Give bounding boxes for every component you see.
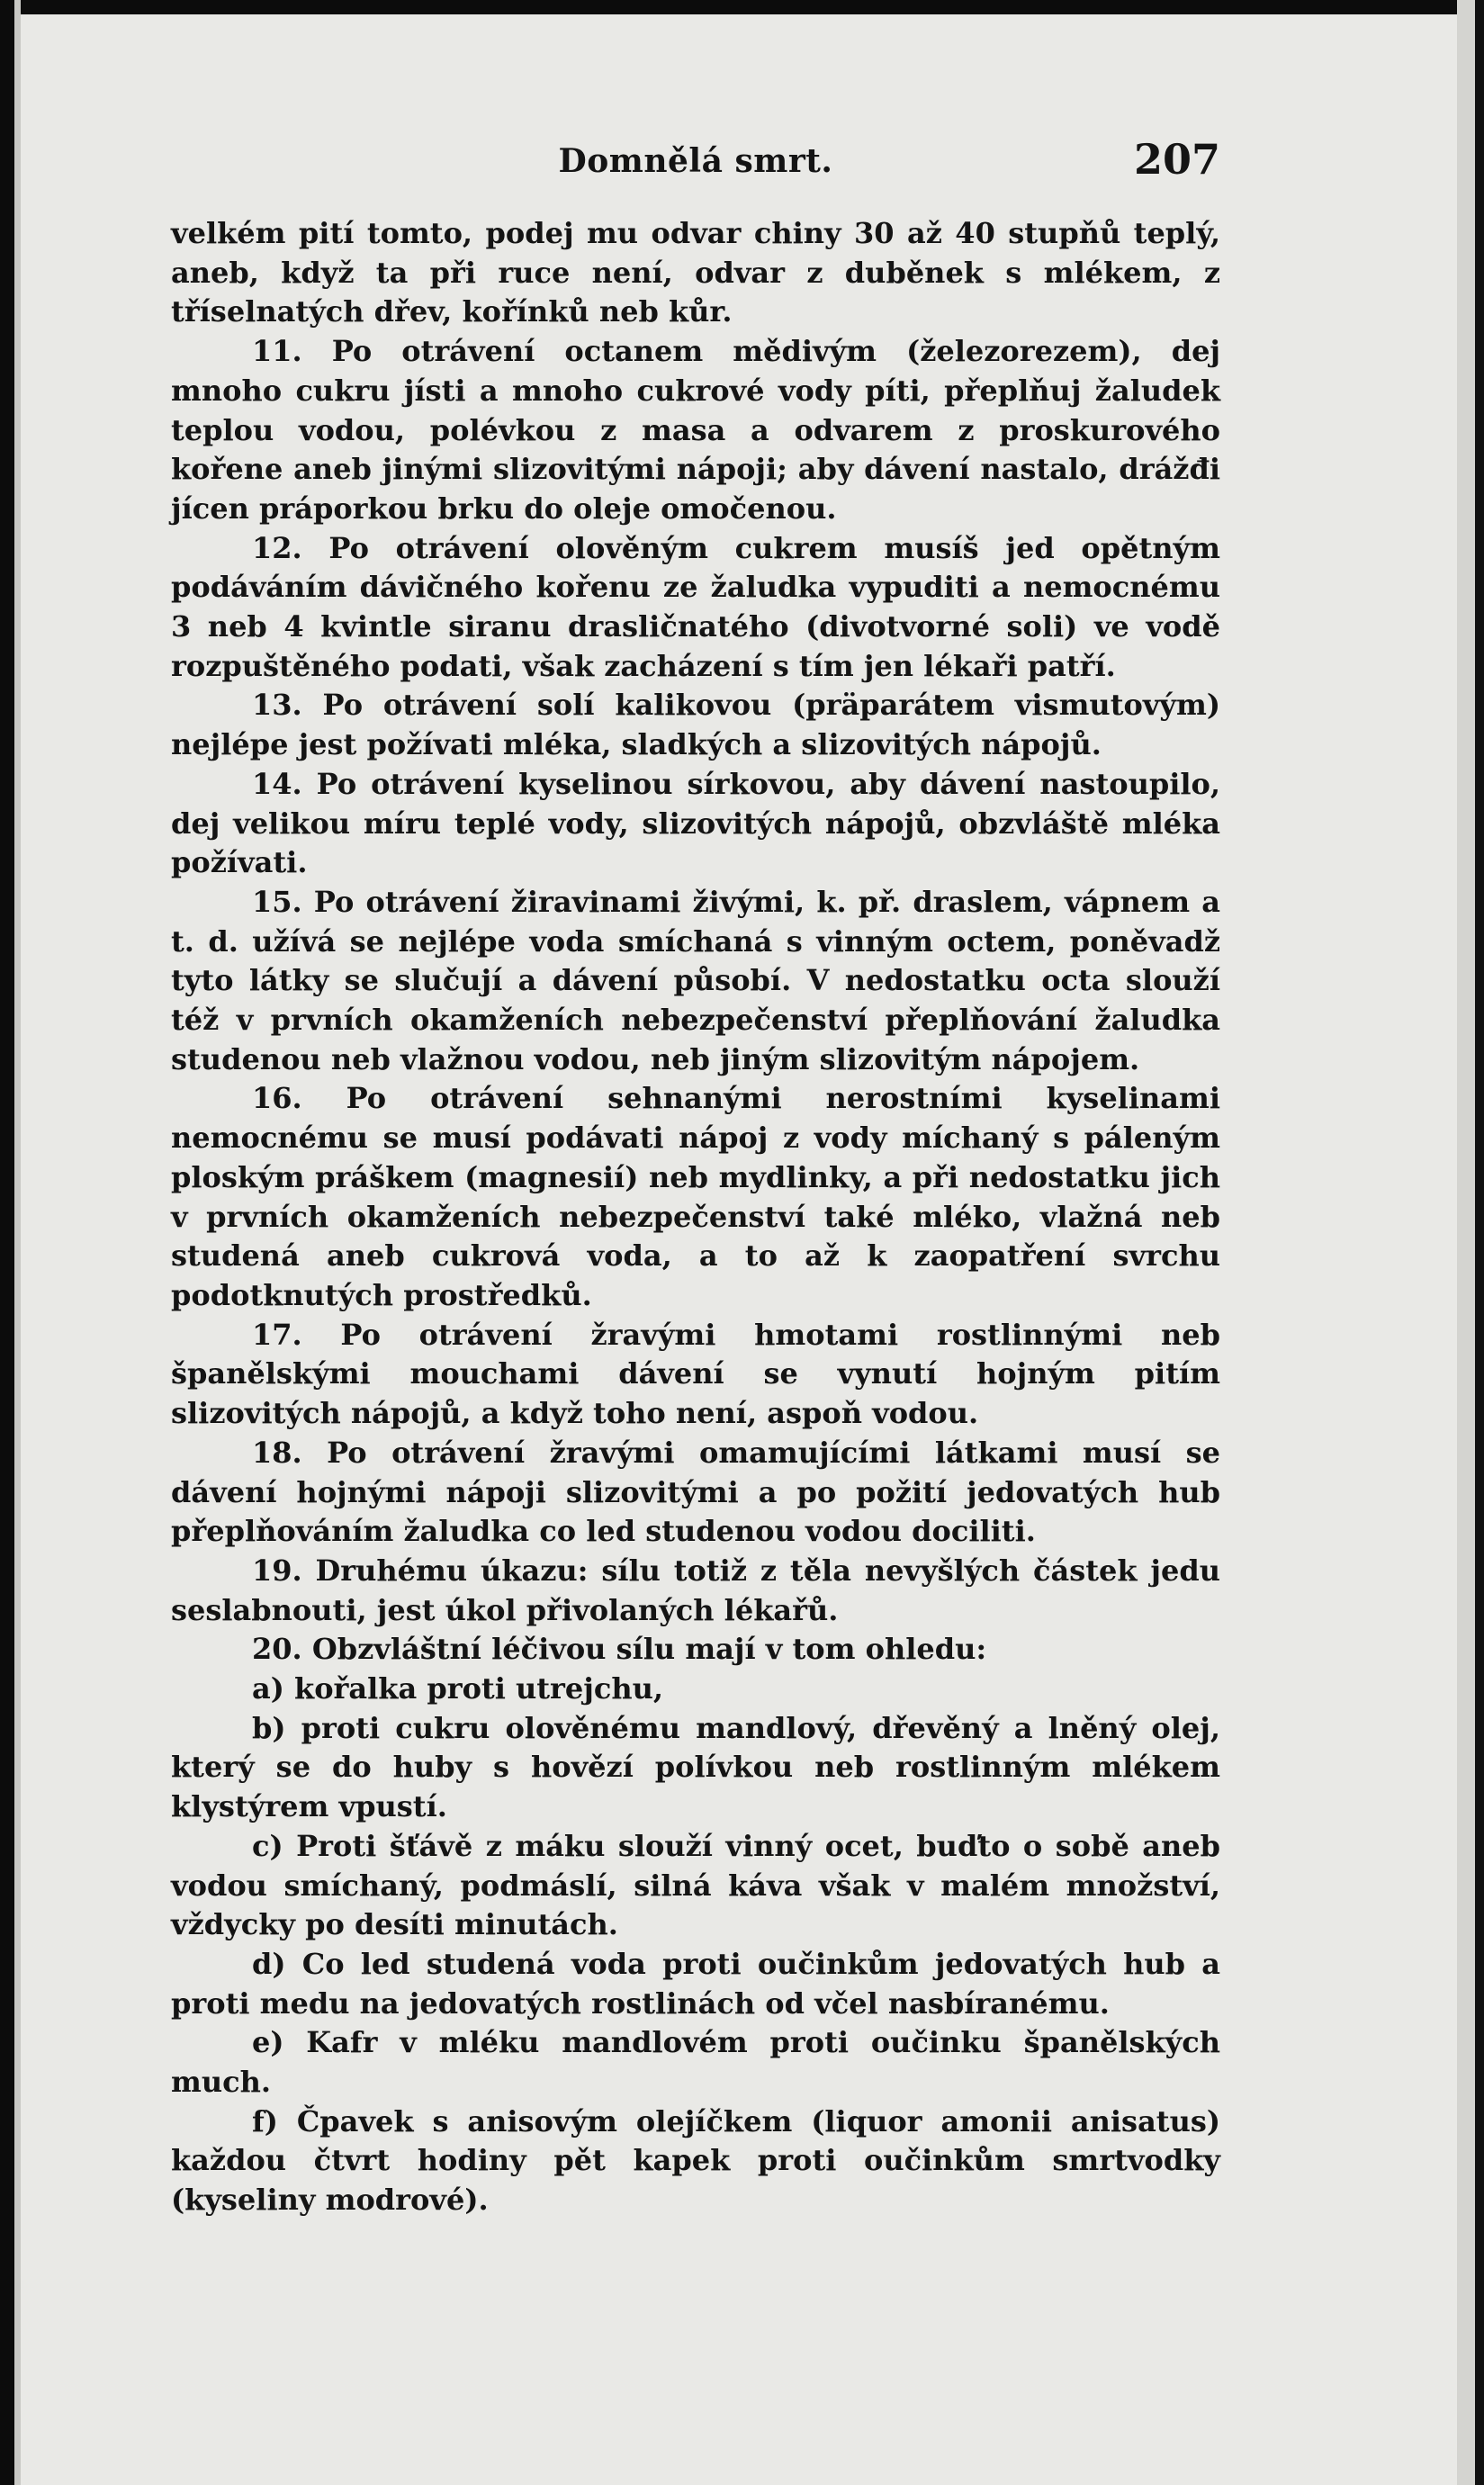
paragraph: 14. Po otrávení kyselinou sírkovou, aby dávení nastoupilo, dej velikou míru teplé vody, slizovitých nápojů, obzvláště mléka požívati.: [171, 766, 1220, 880]
scan-border-right: [1475, 0, 1484, 2485]
paragraph: c) Proti šťávě z máku slouží vinný ocet, buďto o sobě aneb vodou smíchaný, podmáslí, silná káva však v malém množství, vždycky po desíti minutách.: [171, 1828, 1220, 1942]
page-number: 207: [1133, 135, 1220, 184]
book-page: [171, 135, 1220, 2220]
paragraph: 12. Po otrávení olověným cukrem musíš jed opětným podáváním dávičného kořenu ze žaludka vypuditi a nemocnému 3 neb 4 kvintle siranu drasličnatého (divotvorné soli) ve vodě rozpuštěného podati, však zacházení s tím jen lékaři patří.: [171, 530, 1220, 683]
paragraph: e) Kafr v mléku mandlovém proti oučinku španělských much.: [171, 2025, 1220, 2100]
paragraph: b) proti cukru olověnému mandlový, dřevěný a lněný olej, který se do huby s hovězí polívkou neb rostlinným mlékem klystýrem vpustí.: [171, 1710, 1220, 1824]
paragraph: f) Čpavek s anisovým olejíčkem (liquor amonii anisatus) každou čtvrt hodiny pět kapek proti oučinkům smrtvodky (kyseliny modrové).: [171, 2103, 1220, 2218]
scan-border-left-shadow: [14, 0, 21, 2485]
running-title: Domnělá smrt.: [558, 142, 833, 180]
paragraph: d) Co led studená voda proti oučinkům jedovatých hub a proti medu na jedovatých rostlinách od včel nasbíranému.: [171, 1946, 1220, 2021]
paragraph: 11. Po otrávení octanem mědivým (železorezem), dej mnoho cukru jísti a mnoho cukrové vody píti, přeplňuj žaludek teplou vodou, polévkou z masa a odvarem z proskurového kořene aneb jinými slizovitými nápoji; aby dávení nastalo, drážđi jícen práporkou brku do oleje omočenou.: [171, 334, 1220, 526]
paragraph: 15. Po otrávení žiravinami živými, k. př. draslem, vápnem a t. d. užívá se nejlépe voda smíchaná s vinným octem, poněvadž tyto látky se slučují a dávení působí. V nedostatku octa slouží též v prvních okamženích nebezpečenství přeplňování žaludka studenou neb vlažnou vodou, neb jiným slizovitým nápojem.: [171, 884, 1220, 1076]
paragraph: a) kořalka proti utrejchu,: [252, 1671, 663, 1706]
scan-border-right-shadow: [1457, 0, 1475, 2485]
paragraph: 19. Druhému úkazu: sílu totiž z těla nevyšlých částek jedu seslabnouti, jest úkol přivolaných lékařů.: [171, 1553, 1220, 1627]
scan-border-top: [0, 0, 1484, 14]
body-text: [171, 214, 1220, 2220]
paragraph: 16. Po otrávení sehnanými nerostními kyselinami nemocnému se musí podávati nápoj z vody míchaný s páleným ploským práškem (magnesií) neb mydlinky, a při nedostatku jich v prvních okamženích nebezpečenství také mléko, vlažná neb studená aneb cukrová voda, a to až k zaopatření svrchu podotknutých prostředků.: [171, 1081, 1220, 1312]
paragraph: velkém pití tomto, podej mu odvar chiny 30 až 40 stupňů teplý, aneb, když ta při ruce není, odvar z duběnek s mlékem, z tříselnatých dřev, kořínků neb kůr.: [171, 216, 1220, 329]
paragraph: 17. Po otrávení žravými hmotami rostlinnými neb španělskými mouchami dávení se vynutí hojným pitím slizovitých nápojů, a když toho není, aspoň vodou.: [171, 1317, 1220, 1431]
scan-border-left: [0, 0, 14, 2485]
paragraph: 13. Po otrávení solí kalikovou (präparátem vismutovým) nejlépe jest požívati mléka, sladkých a slizovitých nápojů.: [171, 688, 1220, 762]
paragraph: 18. Po otrávení žravými omamujícími látkami musí se dávení hojnými nápoji slizovitými a po požití jedovatých hub přeplňováním žaludka co led studenou vodou dociliti.: [171, 1435, 1220, 1549]
paragraph: 20. Obzvláštní léčivou sílu mají v tom ohledu:: [252, 1632, 987, 1667]
page-header: [171, 135, 1220, 207]
